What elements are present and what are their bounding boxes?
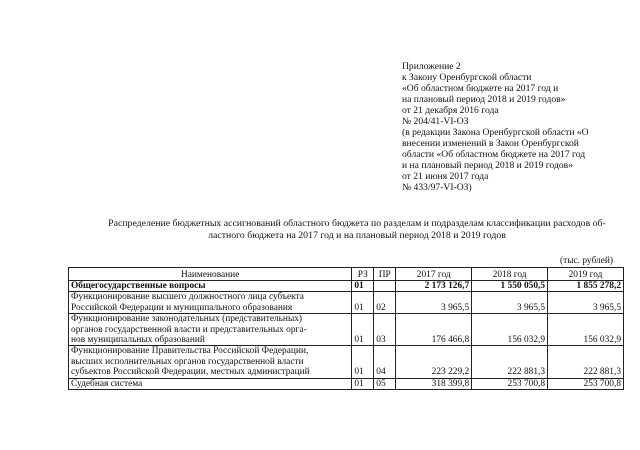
cell-y2017: 176 466,8: [396, 314, 472, 346]
cell-pr: 02: [374, 292, 396, 314]
cell-y2019: 222 881,3: [548, 346, 624, 378]
header-2017: 2017 год: [396, 268, 472, 281]
cell-y2017: 223 229,2: [396, 346, 472, 378]
cell-y2018: 222 881,3: [472, 346, 548, 378]
cell-y2017: 2 173 126,7: [396, 281, 472, 292]
cell-pr: 05: [374, 378, 396, 389]
cell-y2019: 1 855 278,2: [548, 281, 624, 292]
cell-y2017: 3 965,5: [396, 292, 472, 314]
cell-name: [69, 314, 352, 346]
cell-name: [69, 292, 352, 314]
cell-name: [69, 378, 352, 389]
appendix-line: и на плановый период 2018 и 2019 годов»: [402, 160, 573, 171]
table-row: [69, 292, 624, 314]
cell-rz: 01: [352, 314, 374, 346]
header-2019: 2019 год: [548, 268, 624, 281]
table-row: [69, 378, 624, 389]
cell-y2019: 253 700,8: [548, 378, 624, 389]
cell-name: [69, 346, 352, 378]
cell-name-line: Общегосударственные вопросы: [71, 281, 206, 291]
appendix-line: (в редакции Закона Оренбургской области «О: [402, 127, 589, 138]
document-title-line: Распределение бюджетных ассигнований областного бюджета по разделам и подразделам классификации расходов об-: [108, 218, 606, 229]
appendix-line: внесении изменений в Закон Оренбургской: [402, 138, 579, 149]
units-label: (тыс. рублей): [560, 256, 614, 266]
cell-pr: 04: [374, 346, 396, 378]
appendix-line: к Закону Оренбургской области: [402, 72, 532, 83]
table-row: [69, 346, 624, 378]
appendix-line: от 21 декабря 2016 года: [402, 105, 499, 116]
cell-name-line: нов муниципальных образований: [71, 335, 205, 346]
cell-name-line: Функционирование Правительства Российской Федерации,: [71, 346, 309, 357]
cell-pr: [374, 281, 396, 292]
cell-y2017: 318 399,8: [396, 378, 472, 389]
cell-rz: 01: [352, 346, 374, 378]
document-title-line: ластного бюджета на 2017 год и на плановый период 2018 и 2019 годов: [208, 230, 506, 241]
appendix-line: № 204/41-VI-ОЗ: [402, 116, 469, 127]
table-body: [69, 281, 624, 390]
appendix-line: на плановый период 2018 и 2019 годов»: [402, 94, 566, 105]
document-title: [76, 218, 638, 242]
appendix-line: области «Об областном бюджете на 2017 год: [402, 149, 586, 160]
table-header-row: [69, 268, 624, 281]
table-row: [69, 314, 624, 346]
cell-pr: 03: [374, 314, 396, 346]
cell-y2018: 156 032,9: [472, 314, 548, 346]
cell-rz: 01: [352, 378, 374, 389]
header-name: Наименование: [69, 268, 352, 281]
cell-name-line: Функционирование высшего должностного лица субъекта: [71, 292, 304, 303]
cell-name-line: органов государственной власти и представительных орга-: [71, 324, 307, 335]
table-row: [69, 281, 624, 292]
cell-name: [69, 281, 352, 292]
appendix-header: [402, 61, 627, 193]
header-2018: 2018 год: [472, 268, 548, 281]
cell-rz: 01: [352, 292, 374, 314]
cell-name-line: Функционирование законодательных (представительных): [71, 314, 303, 325]
appendix-line: № 433/97-VI-ОЗ): [402, 182, 472, 193]
cell-y2019: 3 965,5: [548, 292, 624, 314]
cell-name-line: Российской Федерации и муниципального образования: [71, 302, 293, 313]
appendix-line: от 21 июня 2017 года: [402, 171, 489, 182]
cell-y2018: 1 550 050,5: [472, 281, 548, 292]
cell-y2019: 156 032,9: [548, 314, 624, 346]
cell-name-line: субъектов Российской Федерации, местных администраций: [71, 367, 310, 378]
cell-y2018: 3 965,5: [472, 292, 548, 314]
cell-rz: 01: [352, 281, 374, 292]
appendix-line: «Об областном бюджете на 2017 год и: [402, 83, 559, 94]
budget-table: [68, 267, 624, 390]
appendix-line: Приложение 2: [402, 61, 461, 72]
header-rz: РЗ: [352, 268, 374, 281]
header-pr: ПР: [374, 268, 396, 281]
cell-name-line: высших исполнительных органов государственной власти: [71, 356, 304, 367]
cell-y2018: 253 700,8: [472, 378, 548, 389]
cell-name-line: Судебная система: [71, 378, 143, 389]
